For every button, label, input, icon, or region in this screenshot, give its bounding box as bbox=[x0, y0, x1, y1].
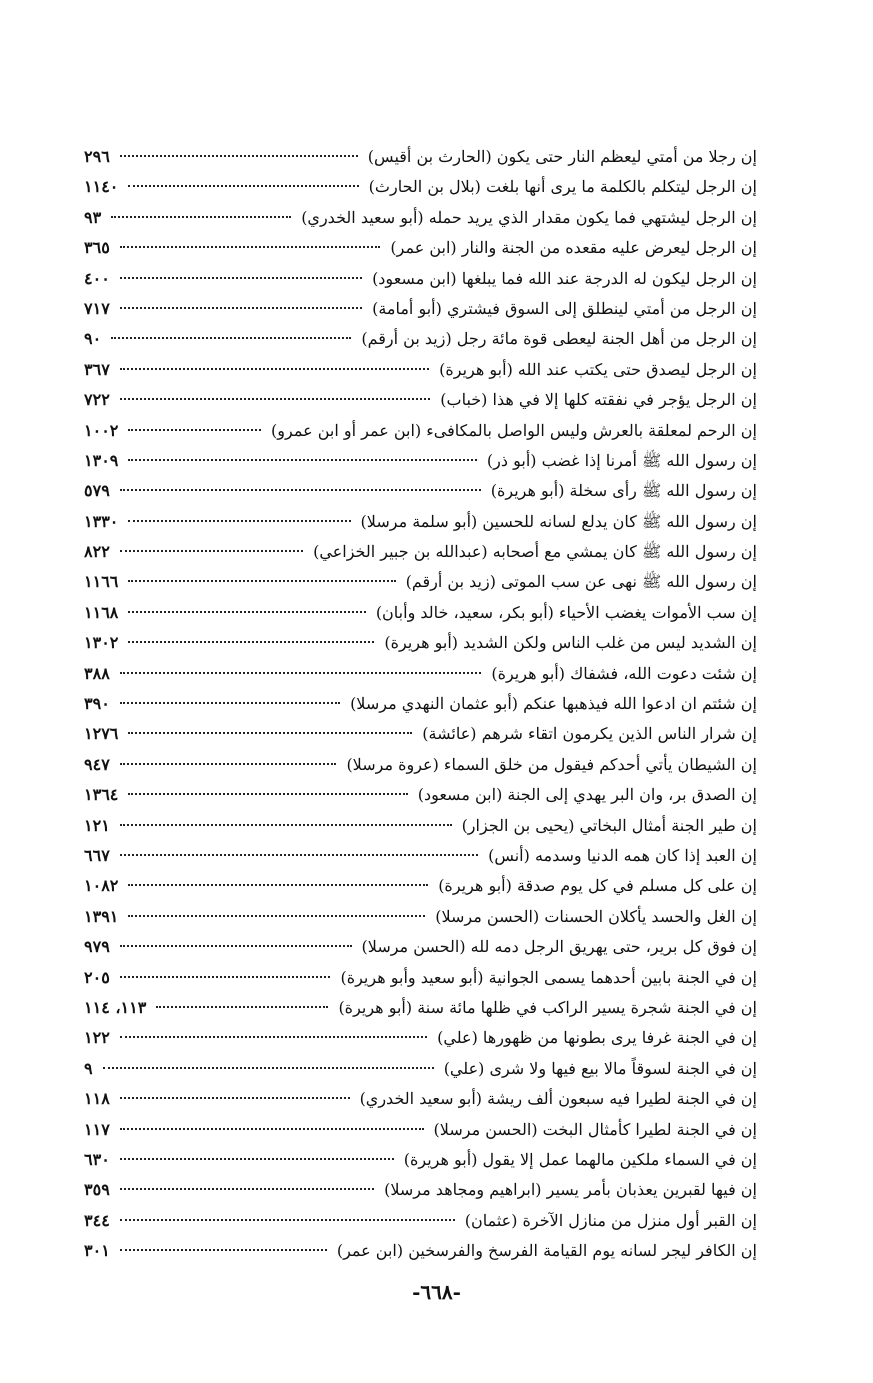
dot-leader bbox=[128, 611, 365, 613]
entry-text: إن رسول الله ﷺ كان يمشي مع أصحابه (عبدالله بن جبير الخزاعي) bbox=[313, 542, 757, 562]
entry-text: إن الرجل من أمتي لينطلق إلى السوق فيشتري (أبو أمامة) bbox=[372, 298, 757, 318]
index-entry bbox=[84, 294, 757, 324]
entry-page-number: ١١٣، ١١٤ bbox=[84, 997, 147, 1017]
hadith-index-list bbox=[84, 142, 757, 1266]
entry-text: إن في السماء ملكين مالهما عمل إلا يقول (أبو هريرة) bbox=[403, 1149, 757, 1169]
entry-text: إن فوق كل برير، حتى يهريق الرجل دمه لله (الحسن مرسلا) bbox=[361, 937, 757, 957]
index-entry bbox=[84, 1175, 757, 1205]
entry-text: إن رجلا من أمتي ليعظم النار حتى يكون (الحارث بن أقيس) bbox=[367, 147, 757, 166]
entry-page-number: ٥٧٩ bbox=[84, 481, 110, 501]
entry-text: إن في الجنة بابين أحدهما يسمى الجوانية (أبو سعيد وأبو هريرة) bbox=[340, 967, 757, 987]
dot-leader bbox=[120, 489, 481, 491]
entry-page-number: ١٣٩١ bbox=[84, 906, 119, 926]
index-entry bbox=[84, 233, 757, 263]
entry-page-number: ٢٠٥ bbox=[84, 967, 110, 987]
entry-page-number: ١١٧ bbox=[84, 1119, 110, 1139]
entry-text: إن على كل مسلم في كل يوم صدقة (أبو هريرة) bbox=[438, 876, 757, 896]
entry-page-number: ٩٤٧ bbox=[84, 754, 110, 774]
entry-page-number: ٣٤٤ bbox=[84, 1210, 110, 1230]
entry-text: إن الرجل ليتكلم بالكلمة ما يرى أنها بلغت (بلال بن الحارث) bbox=[368, 177, 757, 197]
entry-page-number: ١١٨ bbox=[84, 1089, 110, 1109]
dot-leader bbox=[120, 824, 452, 826]
entry-page-number: ٤٠٠ bbox=[84, 268, 110, 288]
index-entry bbox=[84, 598, 757, 628]
entry-page-number: ٩٣ bbox=[84, 207, 102, 227]
dot-leader bbox=[120, 854, 478, 856]
index-entry bbox=[84, 355, 757, 385]
index-entry bbox=[84, 963, 757, 993]
dot-leader bbox=[128, 185, 358, 187]
index-entry bbox=[84, 689, 757, 719]
dot-leader bbox=[120, 1097, 350, 1099]
entry-page-number: ٣٨٨ bbox=[84, 663, 110, 683]
entry-text: إن فيها لقبرين يعذبان بأمر يسير (ابراهيم ومجاهد مرسلا) bbox=[384, 1180, 757, 1200]
entry-text: إن الرجل ليصدق حتى يكتب عند الله (أبو هريرة) bbox=[439, 359, 757, 379]
dot-leader bbox=[128, 641, 374, 643]
entry-page-number: ٩ bbox=[84, 1058, 93, 1078]
dot-leader bbox=[128, 459, 477, 461]
entry-text: إن القبر أول منزل من منازل الآخرة (عثمان) bbox=[464, 1210, 757, 1230]
dot-leader bbox=[128, 793, 407, 795]
dot-leader bbox=[120, 702, 340, 704]
entry-text: إن الصدق بر، وان البر يهدي إلى الجنة (ابن مسعود) bbox=[417, 785, 757, 805]
entry-page-number: ٦٣٠ bbox=[84, 1149, 110, 1169]
index-entry bbox=[84, 416, 757, 446]
entry-text: إن طير الجنة أمثال البخاتي (يحيى بن الجزار) bbox=[461, 815, 757, 835]
entry-text: إن رسول الله ﷺ كان يدلع لسانه للحسين (أبو سلمة مرسلا) bbox=[360, 511, 757, 531]
dot-leader bbox=[120, 277, 362, 279]
entry-page-number: ١٣٠٢ bbox=[84, 633, 119, 653]
dot-leader bbox=[120, 307, 362, 309]
entry-page-number: ٢٩٦ bbox=[84, 147, 110, 166]
dot-leader bbox=[120, 1128, 424, 1130]
index-entry bbox=[84, 932, 757, 962]
dot-leader bbox=[128, 915, 425, 917]
dot-leader bbox=[120, 1249, 327, 1251]
entry-page-number: ١١٦٨ bbox=[84, 602, 119, 622]
index-entry bbox=[84, 203, 757, 233]
entry-page-number: ١٠٨٢ bbox=[84, 876, 119, 896]
entry-page-number: ٣٥٩ bbox=[84, 1180, 110, 1200]
dot-leader bbox=[128, 732, 412, 734]
index-entry bbox=[84, 719, 757, 749]
entry-page-number: ٣٠١ bbox=[84, 1241, 110, 1261]
entry-text: إن العبد إذا كان همه الدنيا وسدمه (أنس) bbox=[488, 845, 757, 865]
entry-text: إن الرجل ليكون له الدرجة عند الله فما يبلغها (ابن مسعود) bbox=[372, 268, 757, 288]
dot-leader bbox=[111, 216, 291, 218]
entry-text: إن الرجل يؤجر في نفقته كلها إلا في هذا (خباب) bbox=[440, 390, 757, 410]
page-number: -٦٦٨- bbox=[412, 1280, 461, 1304]
entry-text: إن في الجنة لطيرا كأمثال البخت (الحسن مرسلا) bbox=[433, 1119, 757, 1139]
entry-page-number: ١١٤٠ bbox=[84, 177, 119, 197]
entry-page-number: ٦٦٧ bbox=[84, 845, 110, 865]
dot-leader bbox=[103, 1067, 434, 1069]
entry-text: إن الشيطان يأتي أحدكم فيقول من خلق السماء (عروة مرسلا) bbox=[346, 754, 757, 774]
entry-text: إن شرار الناس الذين يكرمون اتقاء شرهم (عائشة) bbox=[422, 724, 757, 744]
index-entry bbox=[84, 841, 757, 871]
entry-text: إن رسول الله ﷺ نهى عن سب الموتى (زيد بن أرقم) bbox=[405, 572, 757, 592]
entry-page-number: ٣٦٥ bbox=[84, 238, 110, 258]
dot-leader bbox=[128, 520, 350, 522]
dot-leader bbox=[120, 1158, 394, 1160]
entry-text: إن في الجنة لطيرا فيه سبعون ألف ريشة (أبو سعيد الخدري) bbox=[359, 1089, 757, 1109]
dot-leader bbox=[120, 1036, 427, 1038]
entry-page-number: ٣٩٠ bbox=[84, 694, 110, 714]
entry-page-number: ٨٢٢ bbox=[84, 542, 110, 562]
index-entry bbox=[84, 1054, 757, 1084]
entry-page-number: ١٣٦٤ bbox=[84, 785, 119, 805]
index-entry bbox=[84, 476, 757, 506]
dot-leader bbox=[120, 155, 358, 157]
entry-text: إن الكافر ليجر لسانه يوم القيامة الفرسخ والفرسخين (ابن عمر) bbox=[336, 1241, 757, 1261]
entry-page-number: ١٣٣٠ bbox=[84, 511, 119, 531]
entry-page-number: ١١٦٦ bbox=[84, 572, 119, 592]
entry-text: إن رسول الله ﷺ أمرنا إذا غضب (أبو ذر) bbox=[486, 450, 757, 470]
entry-page-number: ٧١٧ bbox=[84, 298, 110, 318]
entry-page-number: ١٢١ bbox=[84, 815, 110, 835]
index-entry bbox=[84, 750, 757, 780]
dot-leader bbox=[120, 1219, 455, 1221]
index-entry bbox=[84, 507, 757, 537]
index-entry bbox=[84, 1145, 757, 1175]
dot-leader bbox=[120, 398, 430, 400]
entry-page-number: ٩٠ bbox=[84, 329, 102, 349]
dot-leader bbox=[120, 246, 381, 248]
entry-page-number: ١٢٢ bbox=[84, 1028, 110, 1048]
index-entry bbox=[84, 1115, 757, 1145]
entry-text: إن الرحم لمعلقة بالعرش وليس الواصل بالمكافىء (ابن عمر أو ابن عمرو) bbox=[271, 420, 757, 440]
dot-leader bbox=[120, 945, 352, 947]
entry-text: إن الرجل من أهل الجنة ليعطى قوة مائة رجل (زيد بن أرقم) bbox=[361, 329, 757, 349]
index-entry bbox=[84, 1084, 757, 1114]
entry-text: إن في الجنة لسوقاً مالا بيع فيها ولا شرى (علي) bbox=[443, 1058, 757, 1078]
entry-text: إن الرجل ليشتهي فما يكون مقدار الذي يريد حمله (أبو سعيد الخدري) bbox=[301, 207, 757, 227]
dot-leader bbox=[111, 337, 351, 339]
entry-text: إن رسول الله ﷺ رأى سخلة (أبو هريرة) bbox=[490, 481, 757, 501]
entry-page-number: ١٠٠٢ bbox=[84, 420, 119, 440]
dot-leader bbox=[120, 550, 303, 552]
index-entry bbox=[84, 324, 757, 354]
index-entry bbox=[84, 902, 757, 932]
entry-text: إن الغل والحسد يأكلان الحسنات (الحسن مرسلا) bbox=[435, 906, 757, 926]
index-entry bbox=[84, 537, 757, 567]
dot-leader bbox=[120, 1188, 374, 1190]
index-entry bbox=[84, 993, 757, 1023]
index-entry bbox=[84, 628, 757, 658]
entry-page-number: ٣٦٧ bbox=[84, 359, 110, 379]
index-entry bbox=[84, 567, 757, 597]
index-entry bbox=[84, 1023, 757, 1053]
dot-leader bbox=[128, 580, 395, 582]
index-entry bbox=[84, 1236, 757, 1266]
index-entry bbox=[84, 172, 757, 202]
index-entry bbox=[84, 142, 757, 172]
entry-text: إن في الجنة شجرة يسير الراكب في ظلها مائة سنة (أبو هريرة) bbox=[338, 997, 757, 1017]
dot-leader bbox=[120, 763, 337, 765]
index-entry bbox=[84, 811, 757, 841]
index-entry bbox=[84, 385, 757, 415]
index-entry bbox=[84, 446, 757, 476]
entry-text: إن شئتم ان ادعوا الله فيذهبها عنكم (أبو عثمان النهدي مرسلا) bbox=[350, 694, 757, 714]
dot-leader bbox=[156, 1006, 328, 1008]
entry-text: إن الرجل ليعرض عليه مقعده من الجنة والنار (ابن عمر) bbox=[390, 238, 757, 258]
dot-leader bbox=[128, 429, 261, 431]
index-entry bbox=[84, 264, 757, 294]
entry-text: إن الشديد ليس من غلب الناس ولكن الشديد (أبو هريرة) bbox=[384, 633, 757, 653]
entry-page-number: ٧٢٢ bbox=[84, 390, 110, 410]
index-entry bbox=[84, 780, 757, 810]
dot-leader bbox=[120, 368, 429, 370]
entry-page-number: ١٣٠٩ bbox=[84, 450, 119, 470]
entry-page-number: ٩٧٩ bbox=[84, 937, 110, 957]
dot-leader bbox=[128, 884, 428, 886]
dot-leader bbox=[120, 976, 331, 978]
index-entry bbox=[84, 659, 757, 689]
entry-text: إن في الجنة غرفا يرى بطونها من ظهورها (علي) bbox=[437, 1028, 757, 1048]
index-entry bbox=[84, 871, 757, 901]
entry-text: إن شئت دعوت الله، فشفاك (أبو هريرة) bbox=[491, 663, 757, 683]
entry-page-number: ١٢٧٦ bbox=[84, 724, 119, 744]
entry-text: إن سب الأموات يغضب الأحياء (أبو بكر، سعيد، خالد وأبان) bbox=[375, 602, 757, 622]
index-entry bbox=[84, 1206, 757, 1236]
dot-leader bbox=[120, 672, 482, 674]
